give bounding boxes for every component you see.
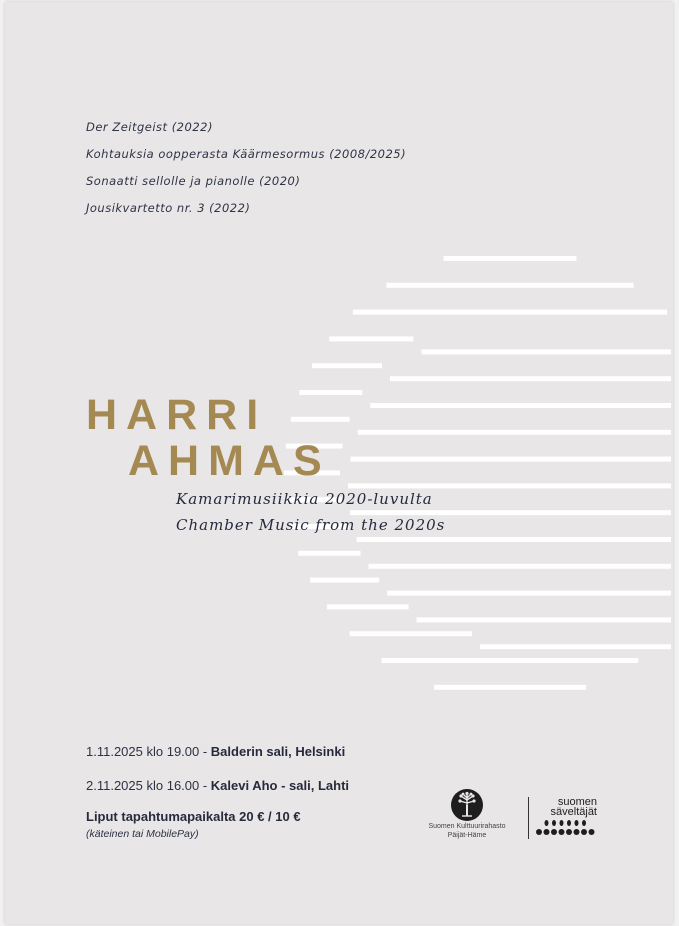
logo-dot bbox=[582, 820, 586, 826]
inner-stripe bbox=[358, 430, 671, 435]
composer-name-last: AHMAS bbox=[128, 437, 331, 485]
work-item: Jousikvartetto nr. 3 (2022) bbox=[86, 201, 251, 215]
logo-dot bbox=[544, 829, 550, 835]
ticket-price: Liput tapahtumapaikalta 20 € / 10 € bbox=[86, 809, 301, 824]
inner-stripe bbox=[387, 591, 671, 596]
logo-dot bbox=[581, 829, 587, 835]
outer-stripe bbox=[386, 283, 633, 288]
work-item: Der Zeitgeist (2022) bbox=[86, 120, 213, 134]
inner-stripe bbox=[357, 537, 671, 542]
event-date-time: 1.11.2025 klo 19.00 - bbox=[86, 744, 211, 759]
outer-stripe bbox=[353, 310, 667, 315]
outer-stripe bbox=[298, 551, 360, 556]
outer-stripe bbox=[299, 390, 362, 395]
outer-stripe bbox=[329, 336, 413, 341]
dot-pattern-icon bbox=[535, 819, 597, 837]
skr-name-line2: Päijät-Häme bbox=[447, 832, 487, 839]
event-venue: Kalevi Aho - sali, Lahti bbox=[210, 778, 350, 793]
skr-name-line1: Suomen Kulttuurirahasto bbox=[428, 823, 506, 830]
inner-stripe bbox=[348, 483, 671, 488]
outer-stripe bbox=[310, 578, 379, 583]
inner-stripe bbox=[370, 403, 671, 408]
tree-emblem-icon bbox=[450, 788, 484, 822]
event-date-time: 2.11.2025 klo 16.00 - bbox=[86, 778, 211, 793]
event-helsinki bbox=[86, 744, 345, 759]
logo-dot bbox=[567, 820, 571, 826]
outer-stripe bbox=[312, 363, 382, 368]
inner-stripe bbox=[350, 510, 671, 515]
inner-stripe bbox=[480, 644, 671, 649]
logo-divider bbox=[528, 797, 529, 839]
subtitle-finnish: Kamarimusiikkia 2020-luvulta bbox=[176, 490, 433, 508]
inner-stripe bbox=[390, 376, 671, 381]
logo-dot bbox=[559, 829, 565, 835]
logo-dot bbox=[552, 820, 556, 826]
concert-poster bbox=[5, 2, 673, 924]
event-venue: Balderin sali, Helsinki bbox=[210, 744, 346, 759]
logo-dot bbox=[536, 829, 542, 835]
saveltajat-word-1: suomen bbox=[557, 796, 597, 808]
suomen-kulttuurirahasto-logo bbox=[427, 788, 507, 840]
inner-stripe bbox=[417, 617, 671, 622]
logo-dot bbox=[551, 829, 557, 835]
logo-dot bbox=[574, 829, 580, 835]
outer-stripe bbox=[327, 604, 409, 609]
work-item: Kohtauksia oopperasta Käärmesormus (2008/2025) bbox=[86, 147, 407, 161]
logo-dot bbox=[575, 820, 579, 826]
outer-stripe bbox=[350, 631, 472, 636]
logo-dot bbox=[560, 820, 564, 826]
outer-stripe bbox=[382, 658, 639, 663]
saveltajat-word-2: säveltäjät bbox=[550, 806, 597, 818]
outer-stripe bbox=[434, 685, 586, 690]
event-lahti bbox=[86, 778, 349, 793]
inner-stripe bbox=[421, 349, 671, 354]
outer-stripe bbox=[444, 256, 577, 261]
logo-dot bbox=[545, 820, 549, 826]
logo-dot bbox=[566, 829, 572, 835]
composer-name-first: HARRI bbox=[86, 391, 268, 439]
subtitle-english: Chamber Music from the 2020s bbox=[176, 516, 446, 534]
work-item: Sonaatti sellolle ja pianolle (2020) bbox=[86, 174, 301, 188]
outer-stripe bbox=[291, 417, 350, 422]
logo-dot bbox=[589, 829, 595, 835]
inner-stripe bbox=[351, 457, 672, 462]
suomen-saveltajat-logo bbox=[535, 797, 597, 837]
inner-stripe bbox=[369, 564, 672, 569]
payment-methods: (käteinen tai MobilePay) bbox=[86, 828, 199, 840]
